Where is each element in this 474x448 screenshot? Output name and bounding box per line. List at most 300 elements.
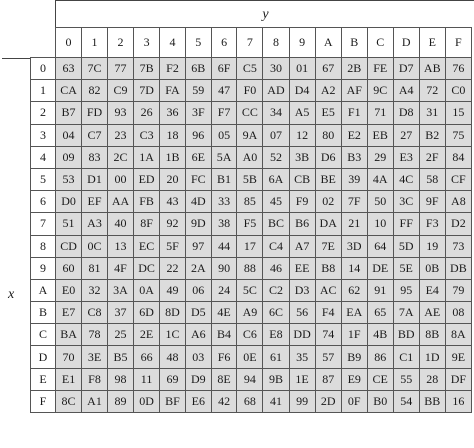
table-row — [31, 191, 472, 213]
table-cell: 92 — [160, 213, 186, 235]
table-cell: E7 — [56, 302, 82, 324]
table-cell: DF — [445, 368, 471, 390]
table-row — [31, 168, 472, 190]
column-header: 6 — [211, 28, 237, 58]
table-cell: BC — [263, 213, 289, 235]
table-cell: BE — [315, 168, 341, 190]
table-cell: 89 — [107, 390, 133, 412]
table-cell: 57 — [315, 346, 341, 368]
table-cell: AB — [419, 58, 445, 80]
table-cell: 17 — [237, 235, 263, 257]
table-cell: C5 — [237, 58, 263, 80]
column-header: A — [315, 28, 341, 58]
row-header: 7 — [31, 213, 56, 235]
table-cell: B4 — [211, 324, 237, 346]
table-cell: 1E — [289, 368, 315, 390]
table-cell: 42 — [211, 390, 237, 412]
table-cell: AF — [341, 80, 367, 102]
table-cell: 2F — [419, 146, 445, 168]
table-cell: 55 — [393, 368, 419, 390]
table-row — [31, 390, 472, 412]
column-header: 3 — [134, 28, 160, 58]
table-cell: 9B — [263, 368, 289, 390]
table-cell: DC — [134, 257, 160, 279]
table-cell: 14 — [341, 257, 367, 279]
table-cell: C4 — [263, 235, 289, 257]
table-row — [31, 80, 472, 102]
table-cell: 04 — [56, 124, 82, 146]
table-cell: B3 — [341, 146, 367, 168]
table-cell: 59 — [185, 80, 211, 102]
table-cell: E2 — [341, 124, 367, 146]
table-cell: 22 — [160, 257, 186, 279]
table-cell: 79 — [445, 279, 471, 301]
column-header: B — [341, 28, 367, 58]
table-cell: C3 — [134, 124, 160, 146]
table-cell: 2D — [315, 390, 341, 412]
table-cell: E3 — [393, 146, 419, 168]
table-cell: 34 — [263, 102, 289, 124]
table-row — [31, 324, 472, 346]
table-row — [31, 257, 472, 279]
table-cell: D5 — [185, 302, 211, 324]
table-cell: 9C — [367, 80, 393, 102]
table-cell: EA — [341, 302, 367, 324]
grid-body — [31, 58, 472, 413]
table-cell: 66 — [134, 346, 160, 368]
table-cell: 64 — [367, 235, 393, 257]
table-cell: 41 — [263, 390, 289, 412]
table-cell: 84 — [445, 146, 471, 168]
table-cell: 47 — [211, 80, 237, 102]
column-header: 8 — [263, 28, 289, 58]
table-cell: 1C — [160, 324, 186, 346]
table-cell: 98 — [107, 368, 133, 390]
table-cell: 65 — [367, 302, 393, 324]
table-cell: 7F — [341, 191, 367, 213]
table-cell: 3C — [393, 191, 419, 213]
table-cell: 6D — [134, 302, 160, 324]
table-cell: 53 — [56, 168, 82, 190]
column-header: C — [367, 28, 393, 58]
table-cell: 93 — [107, 102, 133, 124]
table-cell: BB — [419, 390, 445, 412]
table-cell: DB — [445, 257, 471, 279]
table-cell: B0 — [367, 390, 393, 412]
table-cell: 76 — [445, 58, 471, 80]
table-cell: 8C — [56, 390, 82, 412]
table-cell: 4F — [107, 257, 133, 279]
table-cell: 50 — [367, 191, 393, 213]
table-cell: 08 — [445, 302, 471, 324]
table-cell: C9 — [107, 80, 133, 102]
column-header: 4 — [160, 28, 186, 58]
row-header: 2 — [31, 102, 56, 124]
table-cell: 8B — [419, 324, 445, 346]
table-cell: 80 — [315, 124, 341, 146]
table-cell: 99 — [289, 390, 315, 412]
table-cell: 52 — [263, 146, 289, 168]
table-cell: 74 — [315, 324, 341, 346]
table-cell: 9F — [419, 191, 445, 213]
table-row — [31, 302, 472, 324]
table-cell: A9 — [237, 302, 263, 324]
table-cell: 9E — [445, 346, 471, 368]
table-cell: 6F — [211, 58, 237, 80]
table-cell: 7C — [82, 58, 108, 80]
table-cell: 60 — [56, 257, 82, 279]
table-cell: 90 — [211, 257, 237, 279]
table-cell: 87 — [315, 368, 341, 390]
table-cell: A4 — [393, 80, 419, 102]
table-cell: 16 — [445, 390, 471, 412]
table-cell: F4 — [315, 302, 341, 324]
table-cell: 15 — [445, 102, 471, 124]
table-cell: 40 — [107, 213, 133, 235]
table-cell: 18 — [160, 124, 186, 146]
table-cell: 23 — [107, 124, 133, 146]
table-cell: 5F — [160, 235, 186, 257]
row-header: D — [31, 346, 56, 368]
table-cell: 69 — [160, 368, 186, 390]
table-cell: 71 — [367, 102, 393, 124]
table-cell: 20 — [160, 168, 186, 190]
sbox-grid — [30, 27, 472, 413]
sbox-table-figure — [2, 0, 472, 446]
table-cell: 37 — [107, 302, 133, 324]
table-cell: D2 — [445, 213, 471, 235]
table-cell: A6 — [185, 324, 211, 346]
row-header: 3 — [31, 124, 56, 146]
table-cell: E8 — [263, 324, 289, 346]
table-row — [31, 146, 472, 168]
table-cell: D1 — [82, 168, 108, 190]
table-row — [31, 235, 472, 257]
table-cell: 5C — [237, 279, 263, 301]
table-cell: AA — [107, 191, 133, 213]
table-cell: 67 — [315, 58, 341, 80]
table-cell: 44 — [211, 235, 237, 257]
table-cell: 1A — [134, 146, 160, 168]
table-cell: 6E — [185, 146, 211, 168]
table-cell: 43 — [160, 191, 186, 213]
table-cell: 70 — [56, 346, 82, 368]
table-cell: 6B — [185, 58, 211, 80]
table-cell: 4E — [211, 302, 237, 324]
table-cell: 0B — [419, 257, 445, 279]
table-cell: AD — [263, 80, 289, 102]
table-cell: 1F — [341, 324, 367, 346]
table-cell: 3E — [82, 346, 108, 368]
y-axis-header — [55, 0, 474, 27]
table-cell: A0 — [237, 146, 263, 168]
table-cell: FD — [82, 102, 108, 124]
table-cell: FC — [185, 168, 211, 190]
table-cell: 56 — [289, 302, 315, 324]
table-cell: 75 — [445, 124, 471, 146]
table-cell: C1 — [393, 346, 419, 368]
table-cell: 2E — [134, 324, 160, 346]
table-cell: F3 — [419, 213, 445, 235]
table-cell: CA — [56, 80, 82, 102]
row-header: 1 — [31, 80, 56, 102]
table-cell: F1 — [341, 102, 367, 124]
table-cell: 38 — [211, 213, 237, 235]
table-cell: 29 — [367, 146, 393, 168]
table-cell: 03 — [185, 346, 211, 368]
table-cell: 58 — [419, 168, 445, 190]
column-header: 2 — [107, 28, 133, 58]
table-cell: B7 — [56, 102, 82, 124]
column-header: 1 — [82, 28, 108, 58]
table-cell: 46 — [263, 257, 289, 279]
table-cell: 7B — [134, 58, 160, 80]
table-row — [31, 124, 472, 146]
table-cell: E9 — [341, 368, 367, 390]
table-cell: ED — [134, 168, 160, 190]
table-cell: BA — [56, 324, 82, 346]
table-cell: 19 — [419, 235, 445, 257]
table-cell: 0A — [134, 279, 160, 301]
table-cell: 1D — [419, 346, 445, 368]
row-header: 5 — [31, 168, 56, 190]
row-header: 8 — [31, 235, 56, 257]
table-cell: 3D — [341, 235, 367, 257]
column-header-row — [31, 28, 472, 58]
table-cell: D0 — [56, 191, 82, 213]
table-row — [31, 213, 472, 235]
column-header: E — [419, 28, 445, 58]
table-cell: 30 — [263, 58, 289, 80]
table-cell: 31 — [419, 102, 445, 124]
table-cell: 54 — [393, 390, 419, 412]
row-header: 0 — [31, 58, 56, 80]
table-cell: 2A — [185, 257, 211, 279]
table-cell: A1 — [82, 390, 108, 412]
row-header: F — [31, 390, 56, 412]
table-cell: A8 — [445, 191, 471, 213]
row-header: A — [31, 279, 56, 301]
table-cell: E1 — [56, 368, 82, 390]
table-cell: C6 — [237, 324, 263, 346]
table-cell: 26 — [134, 102, 160, 124]
table-cell: 95 — [393, 279, 419, 301]
table-cell: 00 — [107, 168, 133, 190]
table-cell: B2 — [419, 124, 445, 146]
column-header: 7 — [237, 28, 263, 58]
table-cell: 62 — [341, 279, 367, 301]
table-cell: E6 — [185, 390, 211, 412]
table-cell: CF — [445, 168, 471, 190]
table-cell: 3A — [107, 279, 133, 301]
column-header: 5 — [185, 28, 211, 58]
table-cell: FF — [393, 213, 419, 235]
table-cell: F2 — [160, 58, 186, 80]
table-cell: A3 — [82, 213, 108, 235]
table-cell: 01 — [289, 58, 315, 80]
table-cell: 82 — [82, 80, 108, 102]
table-cell: 11 — [134, 368, 160, 390]
x-axis-column — [2, 58, 30, 446]
table-cell: F7 — [211, 102, 237, 124]
table-cell: 88 — [237, 257, 263, 279]
table-cell: 21 — [341, 213, 367, 235]
table-cell: D8 — [393, 102, 419, 124]
table-cell: CD — [56, 235, 82, 257]
table-cell: EC — [134, 235, 160, 257]
x-axis-label: x — [8, 287, 15, 302]
table-cell: 8A — [445, 324, 471, 346]
table-cell: 72 — [419, 80, 445, 102]
table-cell: 81 — [82, 257, 108, 279]
table-cell: 63 — [56, 58, 82, 80]
table-cell: AE — [419, 302, 445, 324]
table-cell: 33 — [211, 191, 237, 213]
table-cell: 7E — [315, 235, 341, 257]
table-cell: CC — [237, 102, 263, 124]
table-cell: B9 — [341, 346, 367, 368]
y-axis-label: y — [262, 7, 269, 22]
table-cell: 91 — [367, 279, 393, 301]
table-cell: F5 — [237, 213, 263, 235]
column-header: F — [445, 28, 471, 58]
table-cell: 51 — [56, 213, 82, 235]
table-cell: 78 — [82, 324, 108, 346]
table-cell: 10 — [367, 213, 393, 235]
table-cell: 0F — [341, 390, 367, 412]
table-cell: BF — [160, 390, 186, 412]
table-cell: D9 — [185, 368, 211, 390]
table-cell: CE — [367, 368, 393, 390]
table-cell: 2B — [341, 58, 367, 80]
column-header: 9 — [289, 28, 315, 58]
table-cell: 96 — [185, 124, 211, 146]
table-cell: 36 — [160, 102, 186, 124]
table-cell: 9A — [237, 124, 263, 146]
table-cell: F9 — [289, 191, 315, 213]
table-cell: B1 — [211, 168, 237, 190]
table-cell: B8 — [315, 257, 341, 279]
table-cell: D4 — [289, 80, 315, 102]
table-cell: A5 — [289, 102, 315, 124]
table-cell: 5D — [393, 235, 419, 257]
table-cell: A7 — [289, 235, 315, 257]
table-cell: B5 — [107, 346, 133, 368]
table-cell: 24 — [211, 279, 237, 301]
table-cell: 8E — [211, 368, 237, 390]
table-cell: F0 — [237, 80, 263, 102]
table-cell: EF — [82, 191, 108, 213]
table-cell: 4B — [367, 324, 393, 346]
table-cell: CB — [289, 168, 315, 190]
table-cell: 32 — [82, 279, 108, 301]
table-cell: 94 — [237, 368, 263, 390]
row-header: 9 — [31, 257, 56, 279]
table-cell: B6 — [289, 213, 315, 235]
column-header: 0 — [56, 28, 82, 58]
table-cell: 7D — [134, 80, 160, 102]
table-cell: 05 — [211, 124, 237, 146]
table-row — [31, 368, 472, 390]
table-cell: 9D — [185, 213, 211, 235]
table-cell: E4 — [419, 279, 445, 301]
row-header: C — [31, 324, 56, 346]
row-header: E — [31, 368, 56, 390]
table-cell: F8 — [82, 368, 108, 390]
table-cell: 61 — [263, 346, 289, 368]
table-cell: 8F — [134, 213, 160, 235]
table-cell: 07 — [263, 124, 289, 146]
table-cell: 09 — [56, 146, 82, 168]
table-cell: 7A — [393, 302, 419, 324]
table-cell: 86 — [367, 346, 393, 368]
table-cell: 73 — [445, 235, 471, 257]
table-cell: 2C — [107, 146, 133, 168]
table-cell: 3B — [289, 146, 315, 168]
corner-cell — [31, 28, 56, 58]
table-cell: 0C — [82, 235, 108, 257]
table-cell: 4D — [185, 191, 211, 213]
table-cell: DA — [315, 213, 341, 235]
row-header: 4 — [31, 146, 56, 168]
table-cell: EE — [289, 257, 315, 279]
table-cell: BD — [393, 324, 419, 346]
table-cell: FA — [160, 80, 186, 102]
table-cell: 1B — [160, 146, 186, 168]
table-cell: FB — [134, 191, 160, 213]
table-row — [31, 58, 472, 80]
table-cell: 12 — [289, 124, 315, 146]
column-header: D — [393, 28, 419, 58]
table-cell: 68 — [237, 390, 263, 412]
table-cell: C0 — [445, 80, 471, 102]
table-row — [31, 279, 472, 301]
table-cell: 35 — [289, 346, 315, 368]
table-cell: 49 — [160, 279, 186, 301]
table-cell: 0D — [134, 390, 160, 412]
row-header: 6 — [31, 191, 56, 213]
row-header: B — [31, 302, 56, 324]
table-cell: 28 — [419, 368, 445, 390]
table-row — [31, 102, 472, 124]
table-cell: 85 — [237, 191, 263, 213]
table-cell: 13 — [107, 235, 133, 257]
table-cell: 5A — [211, 146, 237, 168]
table-cell: C2 — [263, 279, 289, 301]
table-cell: DD — [289, 324, 315, 346]
table-cell: 5B — [237, 168, 263, 190]
table-cell: E0 — [56, 279, 82, 301]
table-cell: 0E — [237, 346, 263, 368]
table-cell: D6 — [315, 146, 341, 168]
table-cell: D3 — [289, 279, 315, 301]
table-cell: 4A — [367, 168, 393, 190]
table-cell: 97 — [185, 235, 211, 257]
table-cell: F6 — [211, 346, 237, 368]
table-cell: E5 — [315, 102, 341, 124]
table-cell: 77 — [107, 58, 133, 80]
table-cell: FE — [367, 58, 393, 80]
table-cell: 8D — [160, 302, 186, 324]
table-cell: 6C — [263, 302, 289, 324]
table-cell: 02 — [315, 191, 341, 213]
table-cell: C8 — [82, 302, 108, 324]
table-cell: 5E — [393, 257, 419, 279]
table-cell: 48 — [160, 346, 186, 368]
table-cell: AC — [315, 279, 341, 301]
table-cell: 25 — [107, 324, 133, 346]
table-cell: D7 — [393, 58, 419, 80]
